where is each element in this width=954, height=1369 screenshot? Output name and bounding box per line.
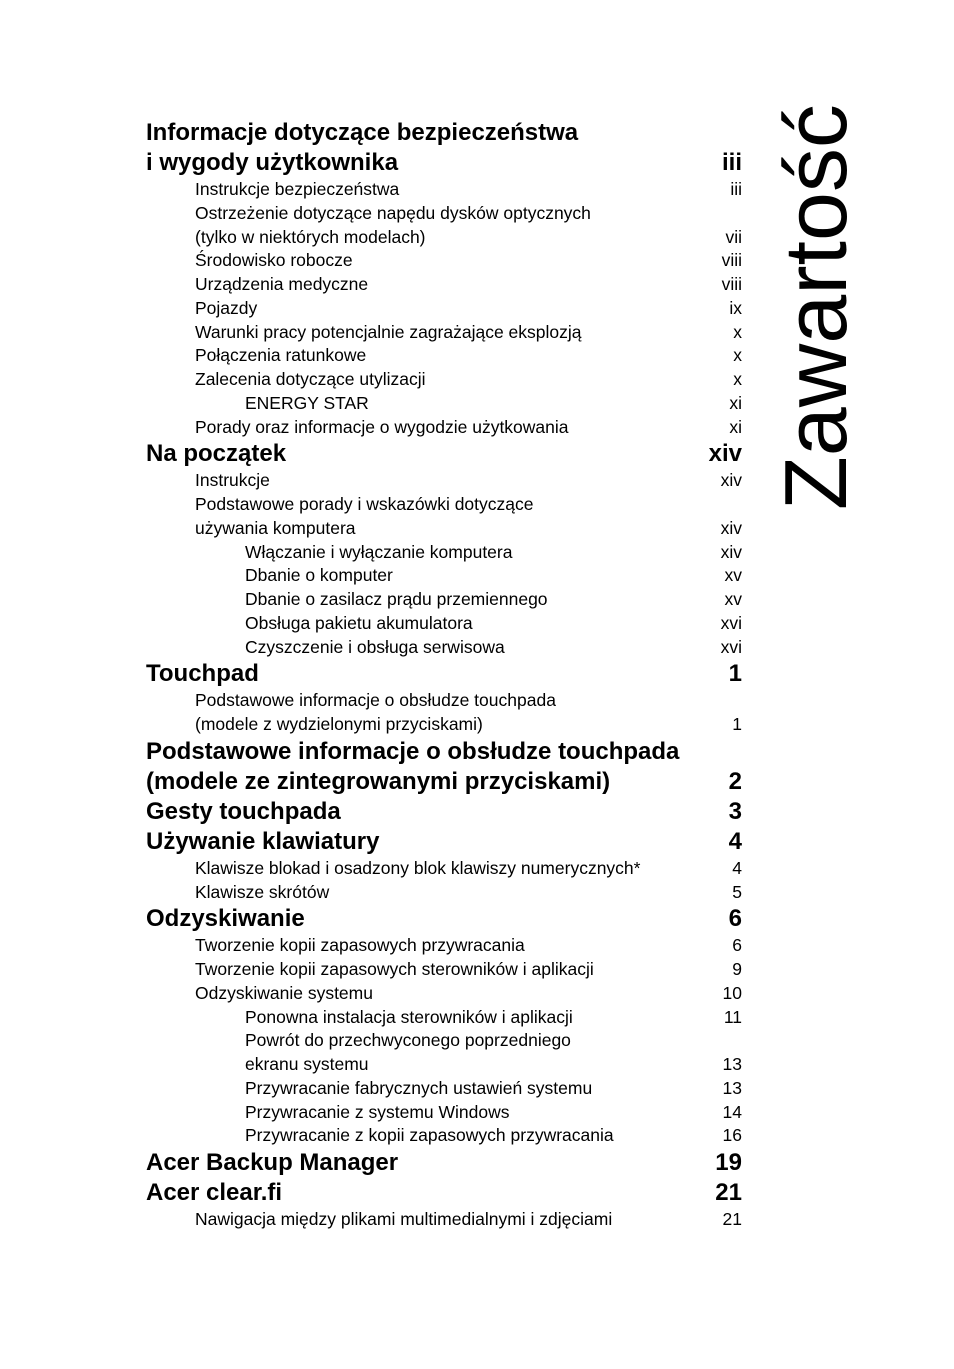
toc-entry-page: x [733,369,742,389]
toc-entry-page: vii [725,226,742,247]
toc-entry-title: Klawisze skrótów [195,881,330,902]
toc-entry-title: Nawigacja między plikami multimedialnymi i zdjęciami [195,1209,613,1229]
toc-entry-page: xv [724,565,742,586]
toc-entry-page: 16 [722,1125,742,1146]
toc-entry-title: Odzyskiwanie systemu [195,982,373,1003]
toc-entry-title: Informacje dotyczące bezpieczeństwa [146,119,579,146]
toc-entry-page: viii [721,250,742,271]
toc-entry-title: Klawisze blokad i osadzony blok klawiszy numerycznych* [195,857,641,878]
toc-entry-title: Ostrzeżenie dotyczące napędu dysków optycznych [195,202,591,223]
toc-entry-title: (modele ze zintegrowanymi przyciskami) [146,767,611,795]
toc-entry-title: Dbanie o zasilacz prądu przemiennego [245,589,548,609]
toc-entry-title: Przywracanie z kopii zapasowych przywracania [245,1125,614,1146]
toc-entry-page: 14 [722,1101,742,1122]
toc-entry-title: Podstawowe informacje o obsłudze touchpada [195,690,556,711]
toc-entry-page: xiv [720,470,742,491]
toc-entry-title: Na początek [146,440,287,468]
toc-entry-page: iii [730,179,742,199]
toc-entry-page: ix [729,297,742,318]
toc-entry-title: Włączanie i wyłączanie komputera [245,541,513,562]
toc-entry-title: Czyszczenie i obsługa serwisowa [245,636,505,657]
toc-entry-title: Przywracanie fabrycznych ustawień systemu [245,1077,593,1098]
toc-entry-page: x [733,321,742,342]
toc-entry-page: 21 [722,1209,742,1229]
toc-entry-title: Warunki pracy potencjalnie zagrażające eksplozją [195,321,582,342]
toc-entry-title: ENERGY STAR [245,392,369,413]
toc-entry-page: 11 [723,1006,742,1027]
toc-entry-page: xiv [708,440,742,468]
toc-entry-title: Przywracanie z systemu Windows [245,1101,510,1122]
toc-entry-title: Obsługa pakietu akumulatora [245,612,473,633]
side-title-text: Zawartość [766,104,865,510]
toc-entry-page: xi [729,416,742,437]
toc-entry-page: 6 [732,935,742,956]
toc-entry-page: 13 [722,1054,742,1074]
toc-entry-title: Gesty touchpada [146,797,341,825]
toc-entry-page: xi [729,392,742,413]
toc-entry-title: (tylko w niektórych modelach) [195,226,426,247]
toc-entry-title: Zalecenia dotyczące utylizacji [195,369,426,389]
toc-entry-page: 3 [728,797,742,825]
toc-entry-page: 5 [732,881,742,902]
toc-entry-page: 1 [732,714,742,734]
toc-entry-page: 4 [732,857,742,878]
toc-entry-page: 6 [728,905,742,933]
toc-entry-title: Połączenia ratunkowe [195,345,367,366]
toc-entry-title: Touchpad [146,660,259,688]
toc-entry-title: Pojazdy [195,297,258,318]
toc-entry-title: Acer Backup Manager [146,1149,399,1176]
toc-entry-title: Tworzenie kopii zapasowych przywracania [195,935,525,956]
toc-entry-title: Dbanie o komputer [245,565,393,586]
toc-entry-page: 2 [728,767,742,795]
toc-entry-title: Porady oraz informacje o wygodzie użytkowania [195,416,569,437]
toc-entry-page: iii [721,149,742,176]
toc-entry-title: Instrukcje bezpieczeństwa [195,179,400,199]
toc-entry-title: ekranu systemu [245,1054,369,1074]
toc-entry-page: xvi [720,636,742,657]
toc-entry-page: xvi [720,612,742,633]
toc-entry-title: używania komputera [195,517,356,538]
toc-entry-title: Powrót do przechwyconego poprzedniego [245,1030,571,1051]
toc-entry-title: Acer clear.fi [146,1179,283,1206]
toc-entry-page: 21 [715,1179,742,1206]
toc-entry-title: Urządzenia medyczne [195,274,369,294]
toc-entry-title: Używanie klawiatury [146,827,380,855]
toc-entry-title: Podstawowe informacje o obsłudze touchpada [146,737,680,765]
toc-entry-page: viii [721,274,742,294]
toc-entry-title: Tworzenie kopii zapasowych sterowników i aplikacji [195,959,594,979]
toc-entry-title: Ponowna instalacja sterowników i aplikacji [245,1006,573,1027]
toc-entry-page: x [733,345,742,366]
toc-entry-page: 19 [715,1149,742,1176]
toc-entry-page: 4 [728,827,742,855]
toc-entry-page: 13 [722,1077,742,1098]
toc-entry-title: (modele z wydzielonymi przyciskami) [195,714,483,734]
toc-entry-title: i wygody użytkownika [146,149,399,176]
toc-entry-title: Podstawowe porady i wskazówki dotyczące [195,494,534,514]
toc-entry-title: Odzyskiwanie [146,905,305,933]
toc-entry-title: Instrukcje [195,470,270,491]
toc-entry-page: 9 [732,959,742,979]
toc-entry-page: xiv [720,517,742,538]
toc-entry-page: 1 [728,660,742,688]
side-title [766,104,865,510]
toc-entry-title: Środowisko robocze [195,250,353,271]
toc-entry-page: xiv [720,541,742,562]
toc-entry-page: xv [724,589,742,609]
toc-entry-page: 10 [722,982,742,1003]
